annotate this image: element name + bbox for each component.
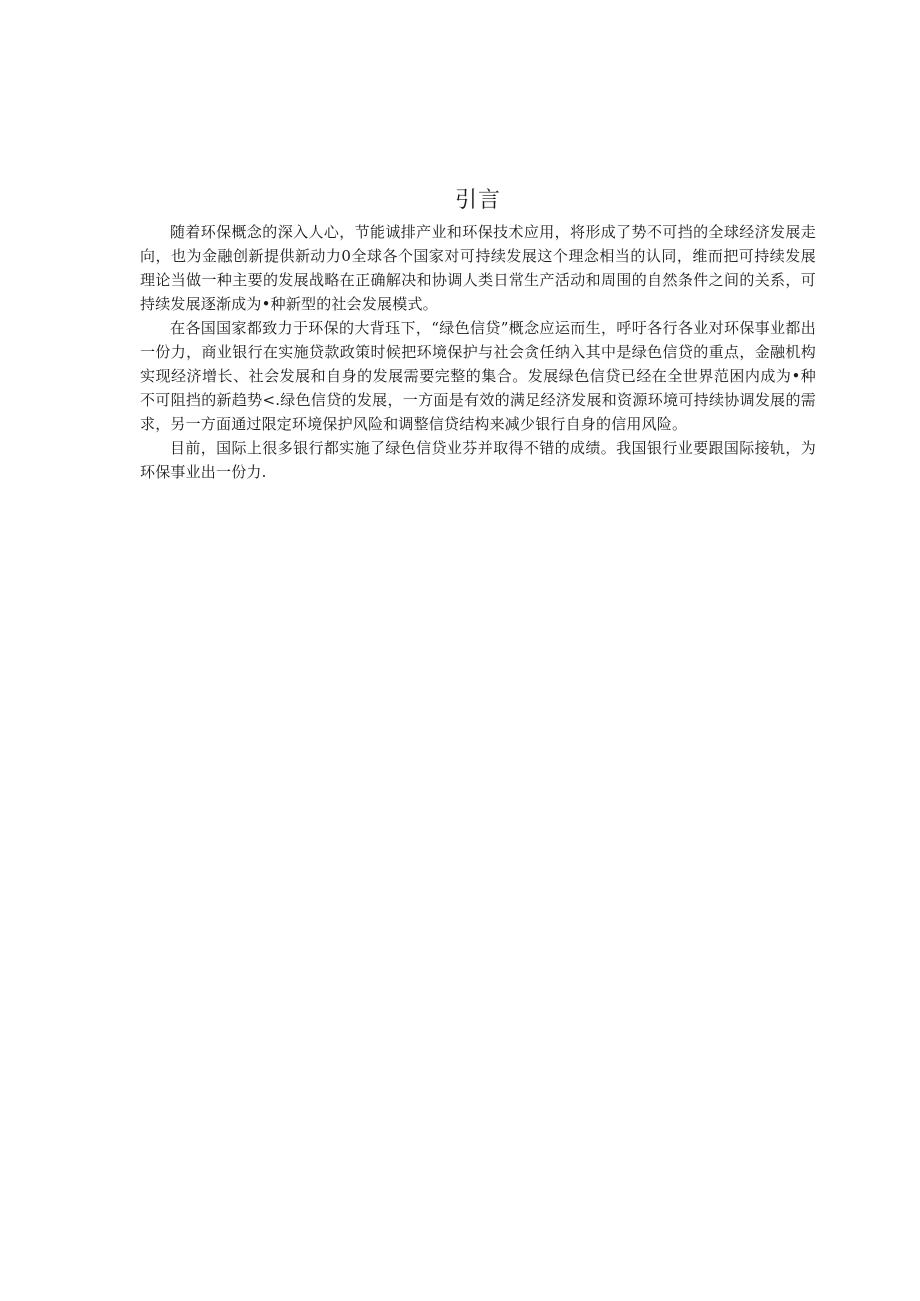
paragraph-2: 在各国国家都致力于环保的大背珏下，“绿色信贷”概念应运而生，呼吁各行各业对环保事业都出一份力，商业银行在实施贷款政策时候把环境保护与社会贪任纳入其中是绿色信贷的重点，金融机构实现经济增长、社会发展和自身的发展需要完整的集合。发展绿色信贷已经在全世界范困内成为•种不可阻挡的新趋势<.绿色信贷的发展，一方面是有效的满足经济发展和资源环境可持续协调发展的需求，另一方面通过限定环境保护风险和调整信贷结构来减少银行自身的信用风险。 — [140, 319, 816, 433]
paragraph-1: 随着环保概念的深入人心，节能诚排产业和环保技术应用，将形成了势不可挡的全球经济发展走向，也为金融创新提供新动力0全球各个国家对可持续发展这个理念相当的认同，维而把可持续发展理论当做一种主要的发展战略在正确解决和协调人类日常生产活动和周围的自然条件之间的关系，可持续发展逐渐成为•种新型的社会发展模式。 — [140, 223, 816, 313]
document-body — [140, 186, 816, 484]
paragraph-3: 目前，国际上很多银行都实施了绿色信贷业芬并取得不错的成绩。我国银行业要跟国际接轨，为环保事业出一份力. — [140, 439, 816, 481]
section-title: 引言 — [454, 188, 501, 213]
